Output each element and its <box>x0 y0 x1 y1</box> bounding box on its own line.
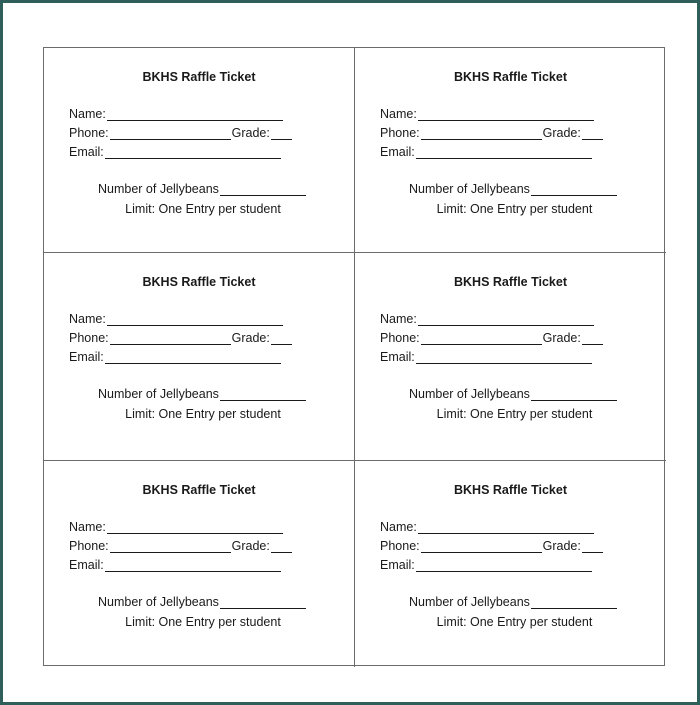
ticket-title: BKHS Raffle Ticket <box>142 483 256 497</box>
phone-label: Phone: <box>69 539 109 553</box>
jellybean-blank-line[interactable] <box>531 389 617 401</box>
phone-blank-line[interactable] <box>110 128 231 140</box>
phone-field <box>380 539 603 553</box>
phone-blank-line[interactable] <box>421 333 542 345</box>
name-blank-line[interactable] <box>418 314 594 326</box>
ticket-title: BKHS Raffle Ticket <box>142 70 256 84</box>
grade-blank-line[interactable] <box>582 541 603 553</box>
jellybean-label: Number of Jellybeans <box>98 595 219 609</box>
grade-blank-line[interactable] <box>271 541 292 553</box>
email-blank-line[interactable] <box>105 352 281 364</box>
limit-text: Limit: One Entry per student <box>436 615 593 629</box>
jellybean-blank-line[interactable] <box>531 597 617 609</box>
grade-label: Grade: <box>231 126 270 140</box>
ticket-title: BKHS Raffle Ticket <box>454 70 567 84</box>
grade-label: Grade: <box>231 539 270 553</box>
jellybean-blank-line[interactable] <box>220 184 306 196</box>
email-blank-line[interactable] <box>416 147 592 159</box>
grade-blank-line[interactable] <box>582 128 603 140</box>
name-label: Name: <box>380 312 417 326</box>
email-field <box>380 350 592 364</box>
grade-blank-line[interactable] <box>582 333 603 345</box>
phone-label: Phone: <box>380 331 420 345</box>
jellybean-field <box>409 595 617 609</box>
name-label: Name: <box>69 312 106 326</box>
phone-blank-line[interactable] <box>421 541 542 553</box>
limit-text: Limit: One Entry per student <box>436 202 593 216</box>
email-field <box>69 558 281 572</box>
name-field <box>380 107 594 121</box>
name-label: Name: <box>380 107 417 121</box>
name-blank-line[interactable] <box>107 314 283 326</box>
name-field <box>69 107 283 121</box>
email-field <box>69 145 281 159</box>
jellybean-field <box>409 182 617 196</box>
grade-blank-line[interactable] <box>271 333 292 345</box>
jellybean-label: Number of Jellybeans <box>98 182 219 196</box>
email-blank-line[interactable] <box>105 560 281 572</box>
email-label: Email: <box>69 350 104 364</box>
ticket-grid <box>44 48 664 665</box>
email-field <box>380 145 592 159</box>
email-blank-line[interactable] <box>105 147 281 159</box>
jellybean-field <box>409 387 617 401</box>
phone-label: Phone: <box>380 126 420 140</box>
raffle-ticket <box>355 461 666 667</box>
grade-label: Grade: <box>542 126 581 140</box>
jellybean-label: Number of Jellybeans <box>409 387 530 401</box>
email-blank-line[interactable] <box>416 352 592 364</box>
email-label: Email: <box>380 558 415 572</box>
grade-blank-line[interactable] <box>271 128 292 140</box>
email-label: Email: <box>69 558 104 572</box>
phone-label: Phone: <box>69 331 109 345</box>
email-field <box>380 558 592 572</box>
jellybean-blank-line[interactable] <box>220 597 306 609</box>
raffle-ticket <box>44 48 355 253</box>
email-label: Email: <box>69 145 104 159</box>
name-label: Name: <box>69 107 106 121</box>
jellybean-label: Number of Jellybeans <box>409 595 530 609</box>
phone-label: Phone: <box>69 126 109 140</box>
email-label: Email: <box>380 350 415 364</box>
phone-field <box>380 331 603 345</box>
raffle-ticket <box>44 253 355 461</box>
jellybean-field <box>98 387 306 401</box>
name-blank-line[interactable] <box>418 109 594 121</box>
jellybean-label: Number of Jellybeans <box>98 387 219 401</box>
jellybean-label: Number of Jellybeans <box>409 182 530 196</box>
name-blank-line[interactable] <box>107 522 283 534</box>
limit-text: Limit: One Entry per student <box>125 407 281 421</box>
grade-label: Grade: <box>542 539 581 553</box>
jellybean-field <box>98 182 306 196</box>
name-field <box>380 312 594 326</box>
phone-field <box>380 126 603 140</box>
raffle-ticket <box>355 48 666 253</box>
ticket-title: BKHS Raffle Ticket <box>454 275 567 289</box>
email-label: Email: <box>380 145 415 159</box>
name-field <box>69 312 283 326</box>
name-blank-line[interactable] <box>107 109 283 121</box>
name-blank-line[interactable] <box>418 522 594 534</box>
phone-blank-line[interactable] <box>421 128 542 140</box>
phone-field <box>69 331 292 345</box>
phone-label: Phone: <box>380 539 420 553</box>
grade-label: Grade: <box>542 331 581 345</box>
name-label: Name: <box>380 520 417 534</box>
limit-text: Limit: One Entry per student <box>436 407 593 421</box>
raffle-ticket <box>355 253 666 461</box>
phone-blank-line[interactable] <box>110 333 231 345</box>
phone-field <box>69 539 292 553</box>
ticket-title: BKHS Raffle Ticket <box>454 483 567 497</box>
limit-text: Limit: One Entry per student <box>125 202 281 216</box>
email-field <box>69 350 281 364</box>
grade-label: Grade: <box>231 331 270 345</box>
jellybean-blank-line[interactable] <box>220 389 306 401</box>
ticket-sheet <box>43 47 665 666</box>
email-blank-line[interactable] <box>416 560 592 572</box>
ticket-title: BKHS Raffle Ticket <box>142 275 256 289</box>
raffle-ticket <box>44 461 355 667</box>
jellybean-field <box>98 595 306 609</box>
jellybean-blank-line[interactable] <box>531 184 617 196</box>
name-field <box>380 520 594 534</box>
limit-text: Limit: One Entry per student <box>125 615 281 629</box>
phone-blank-line[interactable] <box>110 541 231 553</box>
name-label: Name: <box>69 520 106 534</box>
name-field <box>69 520 283 534</box>
phone-field <box>69 126 292 140</box>
